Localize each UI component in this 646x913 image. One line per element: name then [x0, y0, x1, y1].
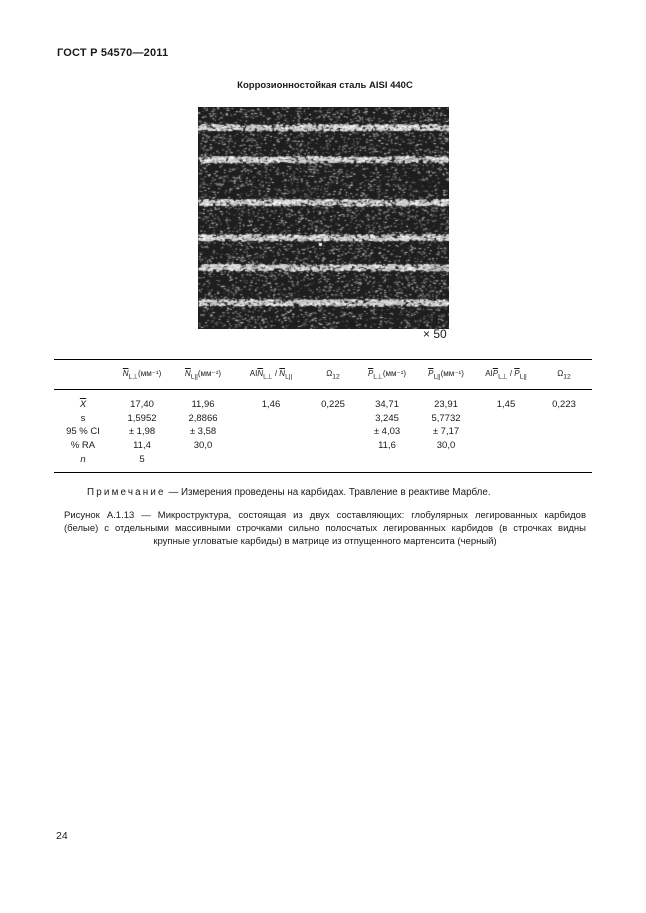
caption-line-2: (белые) с отдельными массивными строчками сильно полосчатых легированных карбидов (в строчках видны	[64, 523, 586, 534]
table-cell	[536, 452, 592, 472]
document-code: ГОСТ Р 54570—2011	[57, 47, 169, 59]
table-cell	[234, 412, 308, 426]
table-cell	[476, 412, 536, 426]
column-header: $AI\overline{P}_{L\perp} / \overline{P}_{L||}$	[485, 368, 527, 381]
table-cell	[172, 452, 234, 472]
table-cell	[536, 425, 592, 439]
table-row	[54, 390, 592, 412]
note-prefix: Примечание	[87, 487, 166, 498]
table-cell	[308, 412, 358, 426]
table-cell	[416, 452, 476, 472]
table-cell	[308, 439, 358, 453]
table-cell	[234, 439, 308, 453]
caption-line-3: крупные угловатые карбиды) в матрице из отпущенного мартенсита (черный)	[153, 536, 497, 547]
table-row	[54, 452, 592, 472]
table-cell: 3,245	[375, 412, 399, 424]
table-row	[54, 425, 592, 439]
page-number: 24	[56, 830, 68, 842]
figure-title: Коррозионностойкая сталь AISI 440С	[237, 80, 413, 91]
table-cell: ± 7,17	[432, 426, 460, 438]
table-cell: 1,45	[496, 399, 516, 411]
table-cell: 30,0	[193, 440, 213, 452]
table-cell: 30,0	[436, 440, 456, 452]
table-cell: 5,7732	[431, 412, 461, 424]
table-cell	[536, 412, 592, 426]
table-cell: 17,40	[130, 399, 154, 411]
table-cell: ± 4,03	[373, 426, 401, 438]
table-row	[54, 412, 592, 426]
magnification-label: × 50	[423, 327, 447, 341]
column-header: $\overline{P}_{L||}(мм^{-1})$	[428, 368, 464, 381]
table-cell: 11,6	[378, 440, 396, 452]
table-cell	[308, 425, 358, 439]
table-cell	[536, 439, 592, 453]
column-header: $\Omega_{12}$	[557, 368, 571, 381]
table-cell	[476, 439, 536, 453]
table-cell	[476, 425, 536, 439]
table-cell: 1,46	[261, 399, 281, 411]
row-label: $\overline{X}$	[79, 399, 87, 411]
table-cell: 11,96	[191, 399, 215, 411]
measurement-table	[54, 359, 592, 473]
table-cell: 5	[112, 452, 172, 472]
table-cell: ± 1,98	[128, 426, 156, 438]
micrograph-image	[198, 107, 449, 329]
table-cell: ± 3,58	[189, 426, 217, 438]
row-label: 95 % CI	[66, 426, 100, 438]
table-row	[54, 439, 592, 453]
table-cell: 0,225	[321, 399, 345, 411]
column-header: $\overline{P}_{L\perp}(мм^{-1})$	[367, 368, 407, 381]
column-header: $\Omega_{12}$	[326, 368, 340, 381]
row-label: % RA	[70, 440, 96, 452]
table-cell	[308, 452, 358, 472]
note-text: — Измерения проведены на карбидах. Травление в реактиве Марбле.	[165, 487, 491, 498]
row-label: n	[54, 452, 112, 472]
table-cell	[234, 452, 308, 472]
table-cell	[476, 452, 536, 472]
column-header: $AI\overline{N}_{L\perp} / \overline{N}_{L||}$	[249, 368, 293, 381]
table-header-row	[54, 360, 592, 390]
table-cell: 34,71	[375, 399, 399, 411]
caption-line-1: Рисунок А.1.13 — Микроструктура, состоящая из двух составляющих: глобулярных легированных карбидов	[64, 510, 586, 521]
row-label: s	[80, 412, 86, 424]
note	[87, 487, 491, 498]
figure-caption	[64, 509, 586, 548]
table-cell: 23,91	[434, 399, 458, 411]
table-cell: 11,4	[133, 440, 151, 452]
table-cell: 1,5952	[127, 412, 157, 424]
table-cell	[234, 425, 308, 439]
column-header: $\overline{N}_{L\perp}(мм^{-1})$	[122, 368, 162, 381]
table-cell: 0,223	[552, 399, 576, 411]
table-cell	[358, 452, 416, 472]
table-cell: 2,8866	[188, 412, 218, 424]
column-header: $\overline{N}_{L||}(мм^{-1})$	[184, 368, 222, 381]
header-empty	[54, 360, 112, 390]
